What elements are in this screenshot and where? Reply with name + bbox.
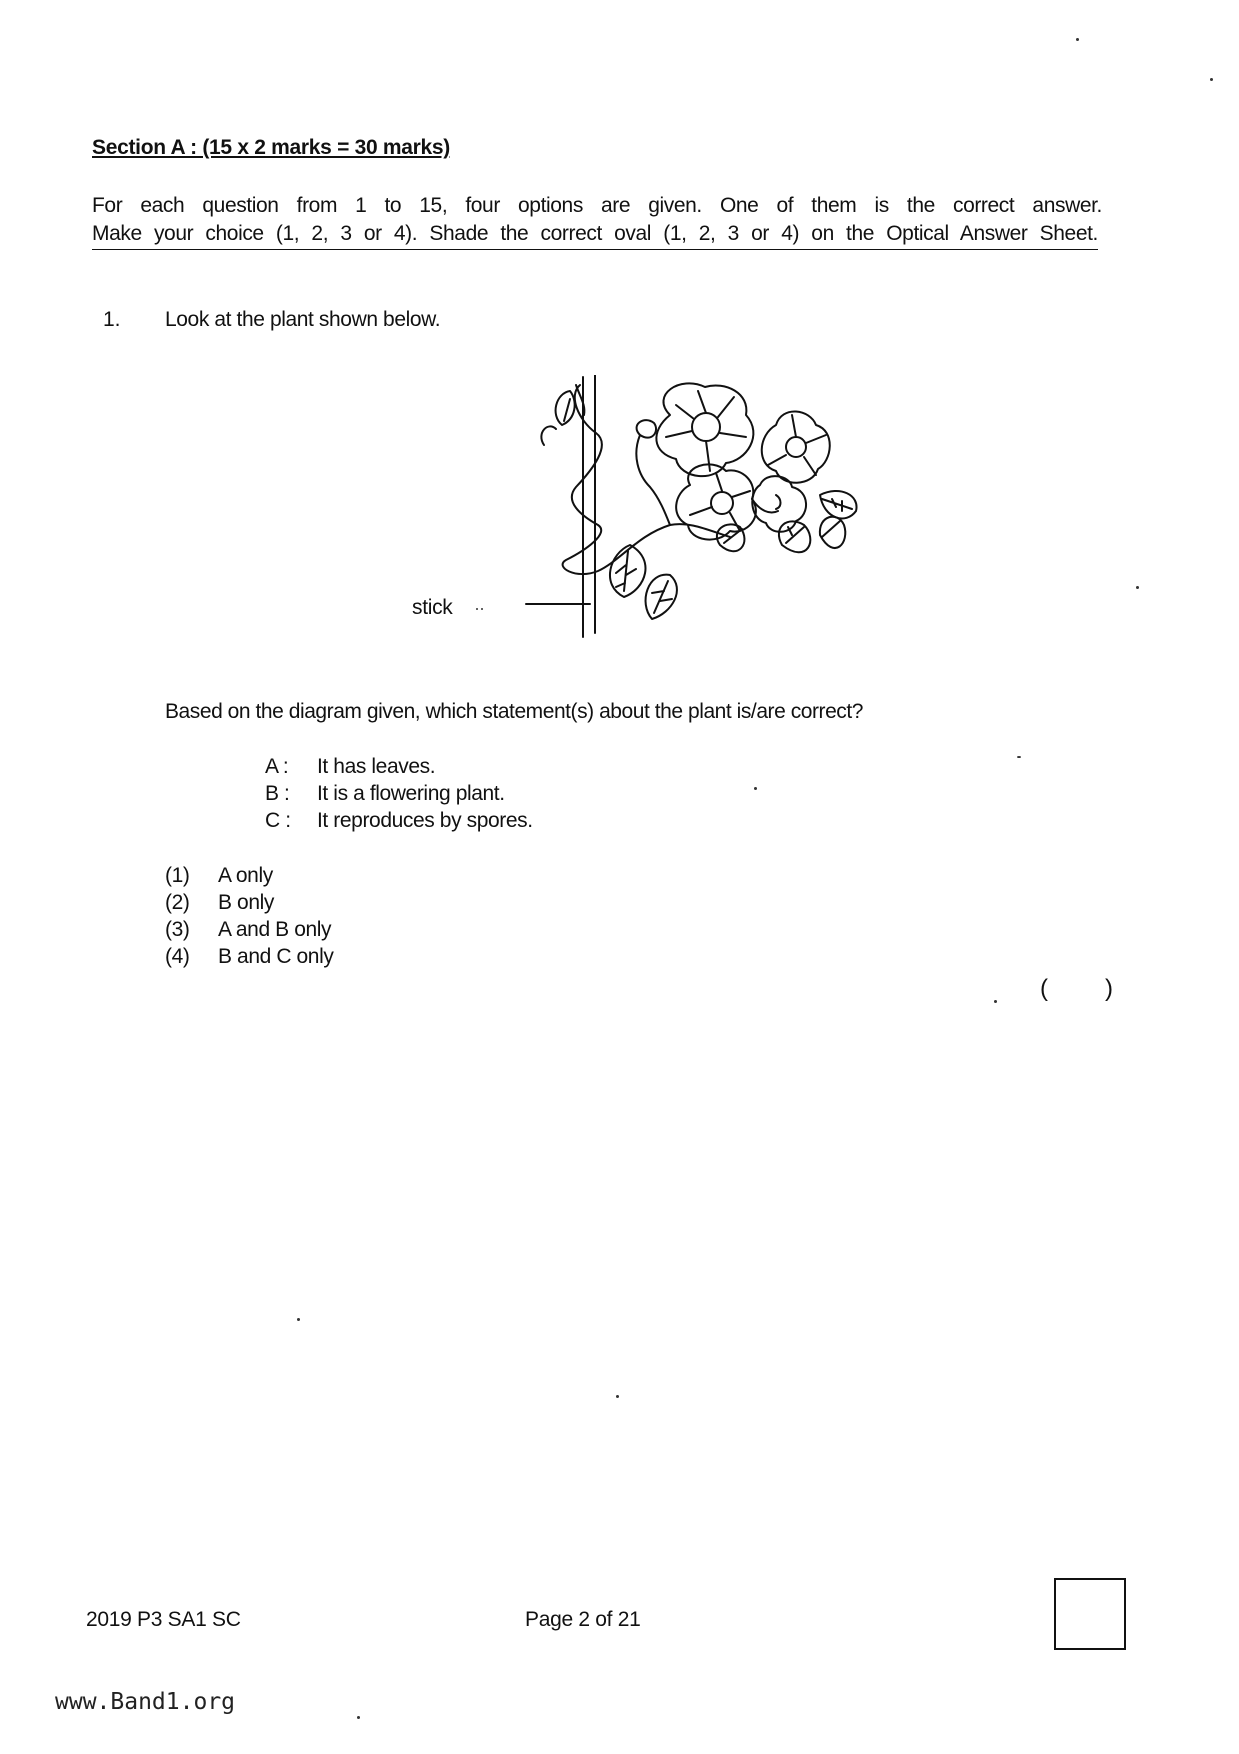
statement-label: C : xyxy=(265,809,291,832)
option-2[interactable] xyxy=(165,891,274,915)
section-title: Section A : (15 x 2 marks = 30 marks) xyxy=(92,136,450,159)
page-number: Page 2 of 21 xyxy=(525,1608,641,1631)
option-text: A and B only xyxy=(218,918,332,941)
question-prompt: Based on the diagram given, which statement(s) about the plant is/are correct? xyxy=(165,700,863,723)
score-box xyxy=(1054,1578,1126,1650)
statement-c xyxy=(265,809,533,833)
statement-b xyxy=(265,782,505,806)
instruction-line-1: For each question from 1 to 15, four options are given. One of them is the correct answer. xyxy=(92,194,1102,217)
statement-text: It reproduces by spores. xyxy=(317,809,533,832)
stick-label: stick xyxy=(412,596,453,619)
option-number: (3) xyxy=(165,918,190,941)
scan-speck xyxy=(1210,78,1213,81)
option-text: B only xyxy=(218,891,274,914)
paper-code: 2019 P3 SA1 SC xyxy=(86,1608,241,1631)
leaf xyxy=(820,517,845,548)
question-intro: Look at the plant shown below. xyxy=(165,308,441,331)
statement-text: It is a flowering plant. xyxy=(317,782,505,805)
statement-a xyxy=(265,755,435,779)
answer-bracket-close: ) xyxy=(1105,975,1113,1002)
scan-speck xyxy=(994,1000,997,1003)
plant-diagram xyxy=(520,375,880,645)
answer-bracket-open: ( xyxy=(1040,975,1048,1002)
scan-speck xyxy=(616,1395,619,1398)
instruction-line-2: Make your choice (1, 2, 3 or 4). Shade the correct oval (1, 2, 3 or 4) on the Optical Answer Sheet. xyxy=(92,220,1098,250)
scan-speck xyxy=(297,1318,300,1321)
flower xyxy=(762,411,830,482)
dot-mark xyxy=(476,608,478,610)
statement-label: A : xyxy=(265,755,289,778)
statement-text: It has leaves. xyxy=(317,755,436,778)
option-3[interactable] xyxy=(165,918,331,942)
scan-speck xyxy=(1076,38,1079,41)
option-number: (2) xyxy=(165,891,190,914)
option-text: A only xyxy=(218,864,273,887)
scan-speck xyxy=(1017,756,1021,758)
option-number: (4) xyxy=(165,945,190,968)
statement-label: B : xyxy=(265,782,290,805)
option-4[interactable] xyxy=(165,945,333,969)
option-text: B and C only xyxy=(218,945,334,968)
scan-speck xyxy=(1136,586,1139,589)
option-number: (1) xyxy=(165,864,190,887)
scan-speck xyxy=(357,1716,360,1719)
flower xyxy=(656,383,753,476)
scan-speck xyxy=(754,787,757,790)
option-1[interactable] xyxy=(165,864,273,888)
question-number: 1. xyxy=(103,308,121,331)
watermark: www.Band1.org xyxy=(55,1689,236,1715)
dot-mark xyxy=(481,608,483,610)
